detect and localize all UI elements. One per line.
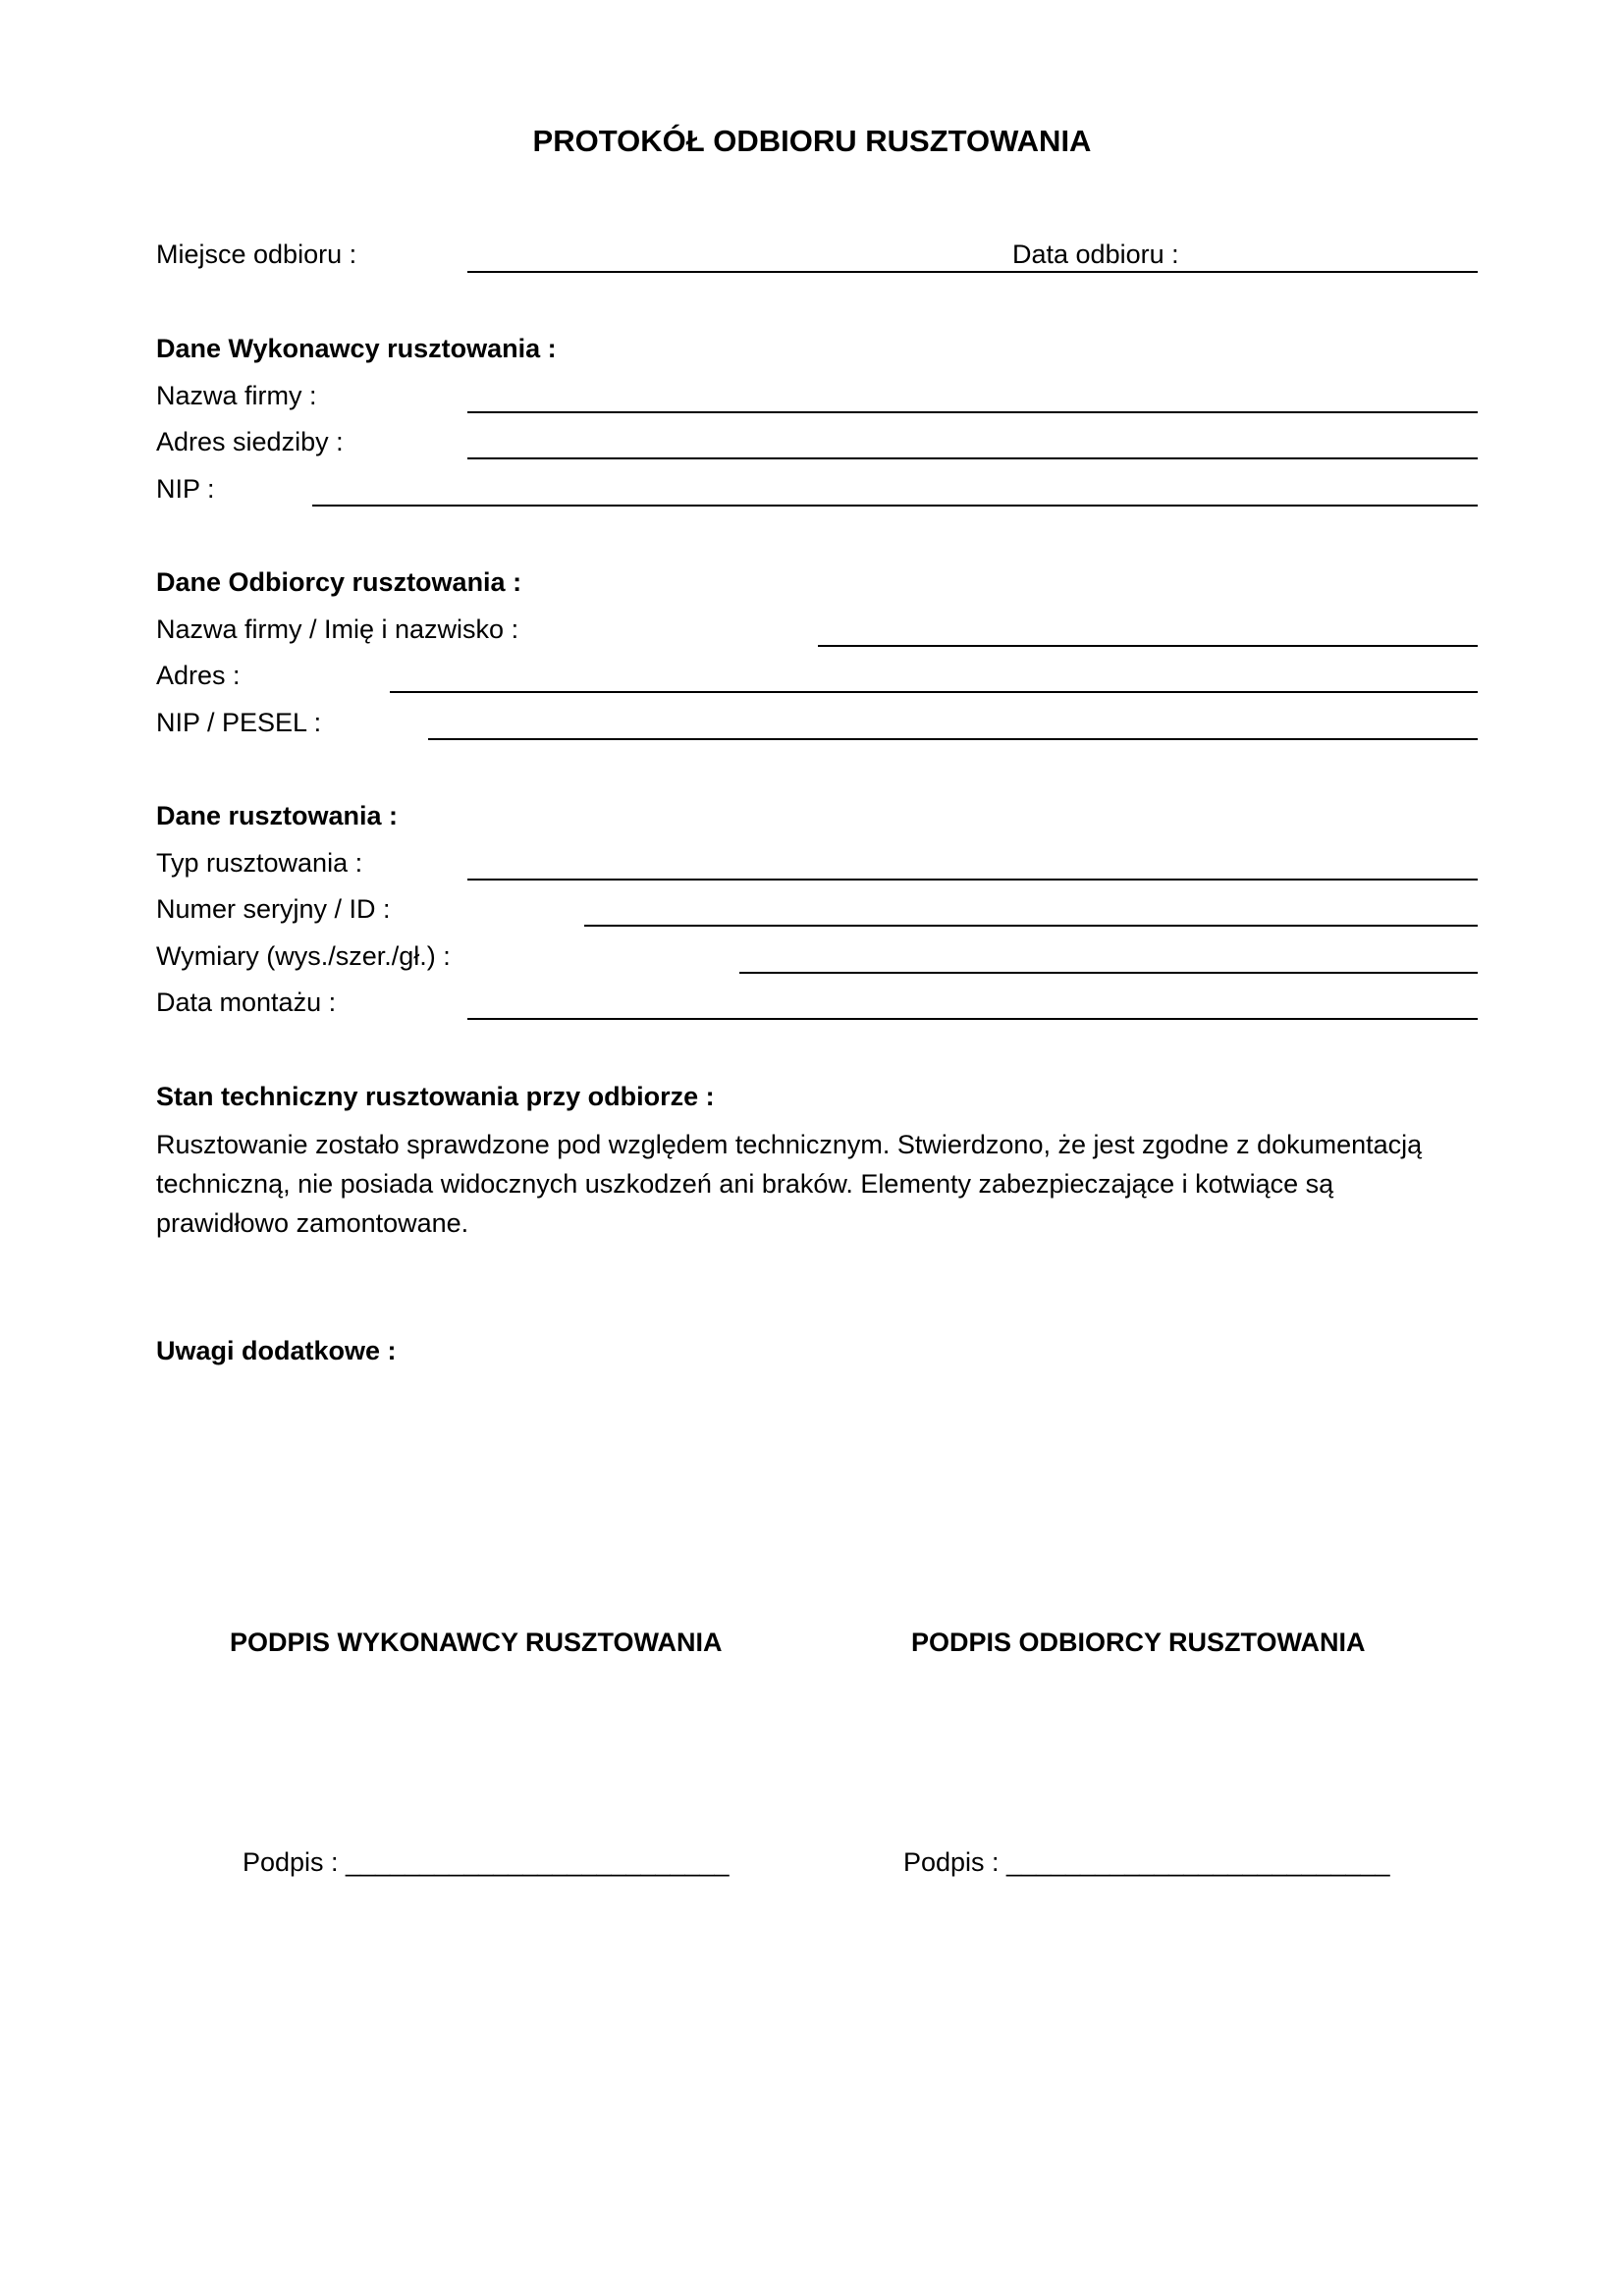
scaffold-type-field-line[interactable] [467, 879, 1478, 881]
contractor-nip-field-line[interactable] [312, 505, 1478, 507]
contractor-address-field-line[interactable] [467, 457, 1478, 459]
contractor-name-label: Nazwa firmy : [156, 381, 317, 410]
recipient-signature-line[interactable]: Podpis : __________________________ [903, 1847, 1390, 1877]
condition-heading: Stan techniczny rusztowania przy odbiorze : [156, 1082, 715, 1111]
recipient-nip-field-line[interactable] [428, 738, 1478, 740]
recipient-name-label: Nazwa firmy / Imię i nazwisko : [156, 614, 519, 644]
recipient-nip-label: NIP / PESEL : [156, 708, 322, 737]
recipient-signature-heading: PODPIS ODBIORCY RUSZTOWANIA [911, 1628, 1366, 1657]
recipient-address-field-line[interactable] [390, 691, 1478, 693]
condition-text: Rusztowanie zostało sprawdzone pod względem technicznym. Stwierdzono, że jest zgodne z dokumentacją techniczną, nie posiada widocznych uszkodzeń ani braków. Elementy zabezpieczające i kotwiące są prawidłowo zamontowane. [156, 1130, 1423, 1238]
contractor-signature-heading: PODPIS WYKONAWCY RUSZTOWANIA [230, 1628, 723, 1657]
remarks-heading: Uwagi dodatkowe : [156, 1336, 397, 1365]
scaffold-heading: Dane rusztowania : [156, 801, 399, 830]
contractor-heading: Dane Wykonawcy rusztowania : [156, 334, 557, 363]
contractor-nip-label: NIP : [156, 474, 215, 504]
recipient-heading: Dane Odbiorcy rusztowania : [156, 567, 522, 597]
place-label: Miejsce odbioru : [156, 240, 357, 269]
scaffold-serial-label: Numer seryjny / ID : [156, 894, 391, 924]
contractor-signature-line[interactable]: Podpis : __________________________ [243, 1847, 730, 1877]
recipient-address-label: Adres : [156, 661, 241, 690]
scaffold-dimensions-field-line[interactable] [739, 972, 1478, 974]
recipient-name-field-line[interactable] [818, 645, 1478, 647]
contractor-name-field-line[interactable] [467, 411, 1478, 413]
document-title: PROTOKÓŁ ODBIORU RUSZTOWANIA [532, 124, 1092, 158]
scaffold-assembly-date-field-line[interactable] [467, 1018, 1478, 1020]
scaffold-assembly-date-label: Data montażu : [156, 988, 337, 1017]
scaffold-serial-field-line[interactable] [584, 925, 1478, 927]
place-field-line[interactable] [467, 271, 1478, 273]
date-label: Data odbioru : [1012, 240, 1179, 269]
scaffold-type-label: Typ rusztowania : [156, 848, 363, 878]
scaffold-dimensions-label: Wymiary (wys./szer./gł.) : [156, 941, 451, 971]
contractor-address-label: Adres siedziby : [156, 427, 344, 456]
